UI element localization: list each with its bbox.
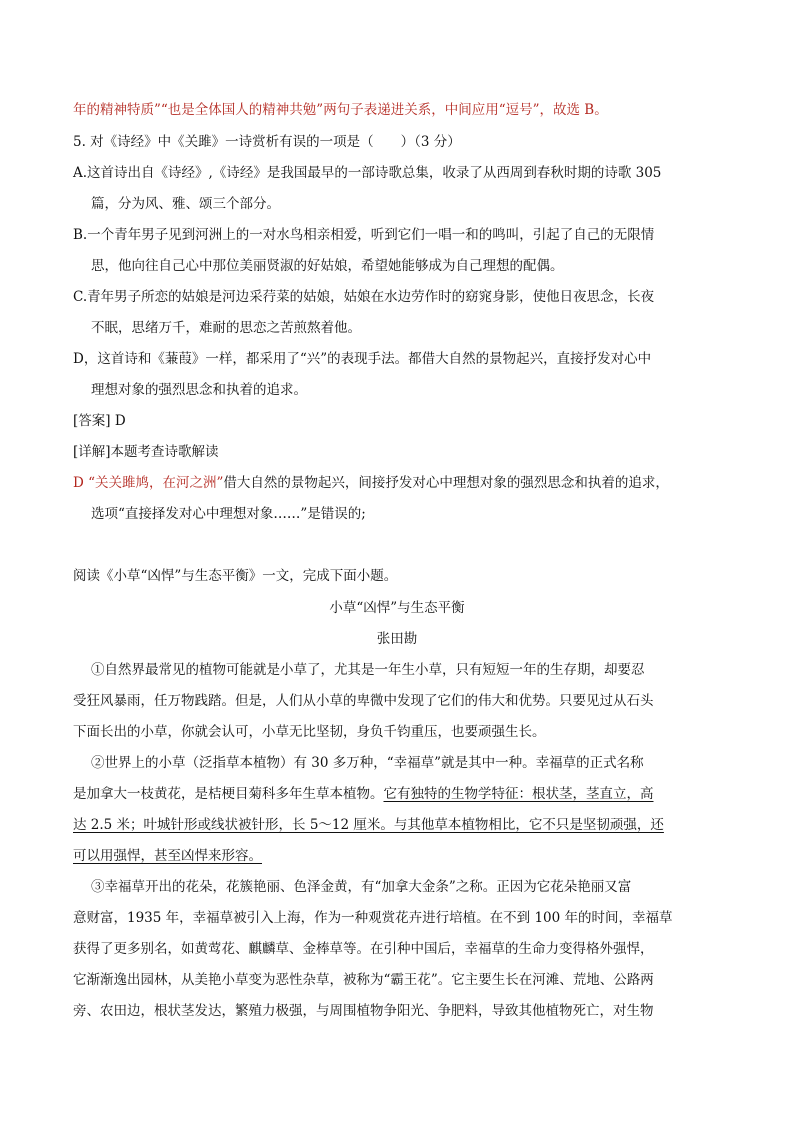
article-author: 张田勘 [376,631,418,647]
para-1-line-2: 受狂风暴雨，任万物践踏。但是，人们从小草的卑微中发现了它们的伟大和优势。只要见过从石头 [73,693,654,709]
option-a-line-1: A.这首诗出自《诗经》,《诗经》是我国最早的一部诗歌总集，收录了从西周到春秋时期的诗歌 305 [73,165,662,181]
option-c-line-2: 不眠，思绪万千，难耐的思恋之苦煎熬着他。 [91,320,361,336]
answer-line: [答案] D [73,413,126,429]
para-3-line-1: ③幸福草开出的花朵，花簇艳丽、色泽金黄，有“加拿大金条”之称。正因为它花朵艳丽又富 [91,879,632,895]
para-3-line-4: 它渐渐逸出园林，从美艳小草变为恶性杂草，被称为“霸王花”。它主要生长在河滩、荒地、公路两 [73,972,654,988]
option-b-line-2: 思，他向往自己心中那位美丽贤淑的好姑娘，希望她能够成为自己理想的配偶。 [91,258,564,274]
detail-line-1-rest: 借大自然的景物起兴，间接抒发对心中理想对象的强烈思念和执着的追求， [223,475,669,491]
underlined-sentence-start: 它有独特的生物学特征：根状茎，茎直立，高 [383,786,654,802]
detail-line-1 [73,473,669,493]
option-d-line-2: 理想对象的强烈思念和执着的追求。 [91,382,307,398]
question-5-stem: 5. 对《诗经》中《关雎》一诗赏析有误的一项是（ ）（3 分） [73,134,461,150]
explanation-line-red: 年的精神特质”“也是全体国人的精神共勉”两句子表递进关系，中间应用“逗号”，故选 B。 [73,102,608,118]
option-c-line-1: C.青年男子所恋的姑娘是河边采荇菜的姑娘，姑娘在水边劳作时的窈窕身影，使他日夜思念，长夜 [73,289,655,305]
para-2-line-2-start: 是加拿大一枝黄花，是桔梗目菊科多年生草本植物。 [73,786,384,802]
reading-instruction: 阅读《小草“凶悍”与生态平衡》一文，完成下面小题。 [73,568,398,584]
article-title: 小草“凶悍”与生态平衡 [329,600,465,616]
detail-line-2: 选项“直接择发对心中理想对象……”是错误的; [91,506,366,522]
para-2-line-2 [73,784,654,804]
para-2-line-1: ②世界上的小草（泛指草本植物）有 30 多万种，“幸福草”就是其中一种。幸福草的正式名称 [91,755,644,771]
underlined-sentence-mid: 达 2.5 米；叶城针形或线状被针形，长 5～12 厘米。与其他草本植物相比，它不只是坚韧顽强，还 [73,817,664,833]
option-a-line-2: 篇，分为风、雅、颂三个部分。 [91,196,280,212]
detail-quote-red: D “关关雎鸠，在河之洲” [73,475,224,491]
para-3-line-5: 旁、农田边，根状茎发达，繁殖力极强，与周围植物争阳光、争肥料，导致其他植物死亡，对生物 [73,1003,654,1019]
para-3-line-2: 意财富，1935 年，幸福草被引入上海，作为一种观赏花卉进行培植。在不到 100 年的时间，幸福草 [73,910,673,926]
para-3-line-3: 获得了更多别名，如黄莺花、麒麟草、金棒草等。在引种中国后，幸福草的生命力变得格外强悍， [73,941,654,957]
para-1-line-1: ①自然界最常见的植物可能就是小草了，尤其是一年生小草，只有短短一年的生存期，却要忍 [91,662,645,678]
option-b-line-1: B.一个青年男子见到河洲上的一对水鸟相亲相爱，听到它们一唱一和的鸣叫，引起了自己的无限情 [73,227,655,243]
option-d-line-1: D，这首诗和《蒹葭》一样，都采用了“兴”的表现手法。都借大自然的景物起兴，直接抒发对心中 [73,351,652,367]
para-1-line-3: 下面长出的小草，你就会认可，小草无比坚韧，身负千钧重压，也要顽强生长。 [73,724,546,740]
underlined-sentence-end: 可以用强悍，甚至凶悍来形容。 [73,848,262,864]
detail-heading: [详解]本题考查诗歌解读 [73,444,219,460]
